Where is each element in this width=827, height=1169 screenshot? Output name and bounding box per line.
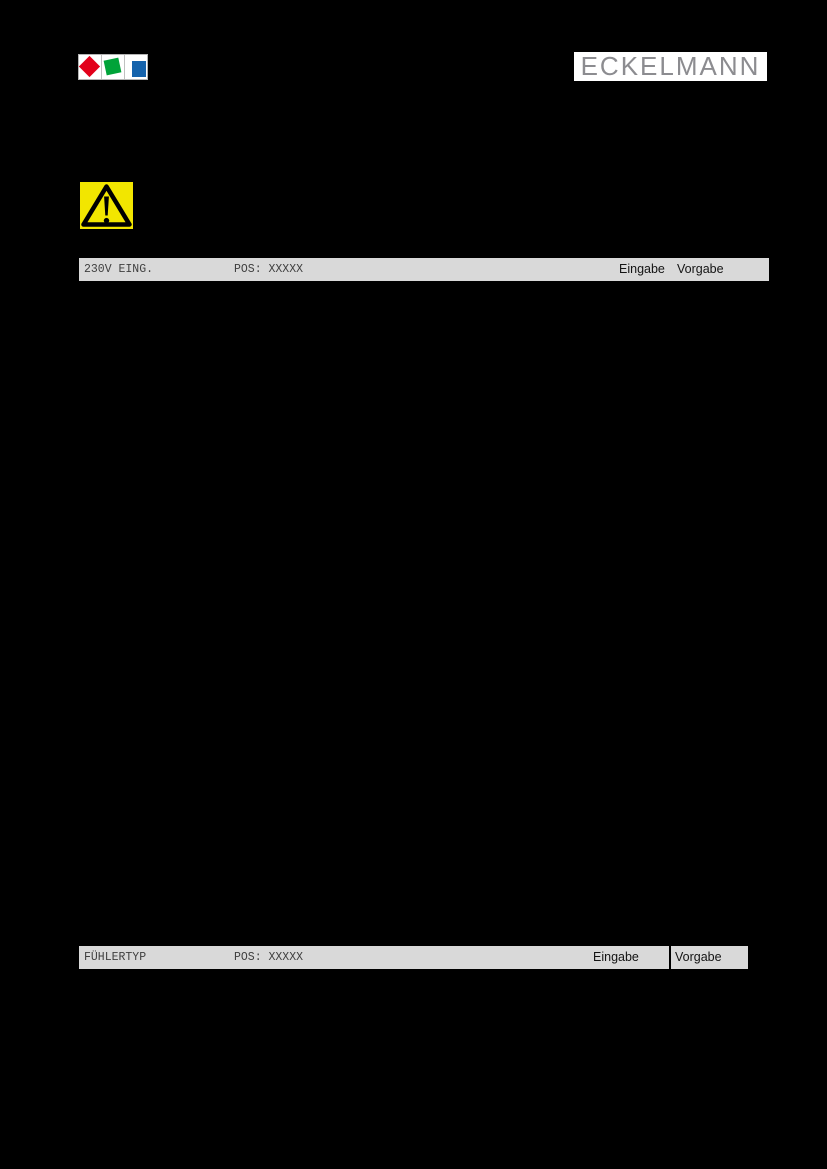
eckelmann-wordmark: ECKELMANN: [574, 52, 767, 81]
menu-screen-fuehlertyp: [79, 946, 748, 969]
column-divider: [669, 946, 671, 969]
screen-pos-label: POS: XXXXX: [234, 951, 304, 964]
column-header-eingabe: Eingabe: [619, 262, 665, 276]
brand-cell-blue: [125, 55, 147, 79]
column-header-vorgabe: Vorgabe: [677, 262, 724, 276]
brand-cell-green: [102, 55, 125, 79]
warning-triangle-icon: [80, 182, 133, 229]
menu-screen-230v-eing: [79, 258, 769, 281]
brand-cell-red: [79, 55, 102, 79]
warning-triangle-glyph: [80, 182, 133, 229]
green-square-icon: [104, 58, 122, 76]
screen-title: FÜHLERTYP: [84, 951, 147, 964]
brand-squares-logo: [78, 54, 148, 80]
column-header-vorgabe: Vorgabe: [675, 950, 722, 964]
screen-title: 230V EING.: [84, 263, 154, 276]
screen-pos-label: POS: XXXXX: [234, 263, 304, 276]
red-diamond-icon: [79, 56, 100, 77]
blue-square-icon: [132, 61, 146, 77]
column-header-eingabe: Eingabe: [593, 950, 639, 964]
